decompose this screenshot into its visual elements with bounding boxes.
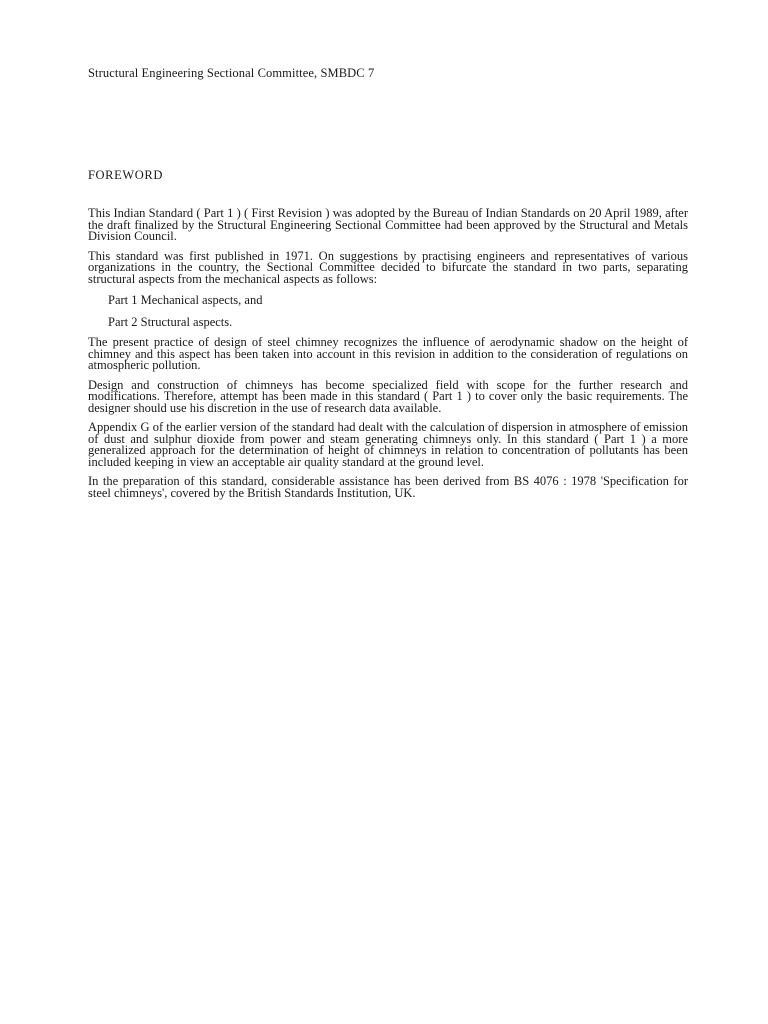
foreword-body (88, 208, 688, 507)
paragraph-adoption: This Indian Standard ( Part 1 ) ( First Revision ) was adopted by the Bureau of Indian Standards on 20 April 1989, after the draft finalized by the Structural Engineering Sectional Committee had been approved by the Structural and Metals Division Council. (88, 206, 688, 243)
paragraph-present-practice: The present practice of design of steel chimney recognizes the influence of aerodynamic shadow on the height of chimney and this aspect has been taken into account in this revision in addition to the consideration of regulations on atmospheric pollution. (88, 335, 688, 372)
committee-line: Structural Engineering Sectional Committee, SMBDC 7 (88, 66, 375, 80)
paragraph-appendix-g: Appendix G of the earlier version of the standard had dealt with the calculation of dispersion in atmosphere of emission of dust and sulphur dioxide from power and steam generating chimneys only. In this standard ( Part 1 ) a more generalized approach for the determination of height of chimneys in relation to concentration of pollutants has been included keeping in view an acceptable air quality standard at the ground level. (88, 420, 688, 469)
foreword-heading: FOREWORD (88, 168, 163, 182)
list-item-part-1: Part 1 Mechanical aspects, and (108, 293, 263, 307)
paragraph-publication-history: This standard was first published in 1971. On suggestions by practising engineers and representatives of various organizations in the country, the Sectional Committee decided to bifurcate the standard in two parts, separating structural aspects from the mechanical aspects as follows: (88, 248, 688, 286)
paragraph-design-construction: Design and construction of chimneys has become specialized field with scope for the further research and modifications. Therefore, attempt has been made in this standard ( Part 1 ) to cover only the basic requirements. The designer should use his discretion in the use of research data available. (88, 377, 688, 415)
list-item-part-2: Part 2 Structural aspects. (108, 315, 233, 329)
paragraph-preparation: In the preparation of this standard, considerable assistance has been derived from BS 4076 : 1978 'Specification for steel chimneys', covered by the British Standards Institution, UK. (88, 474, 688, 500)
